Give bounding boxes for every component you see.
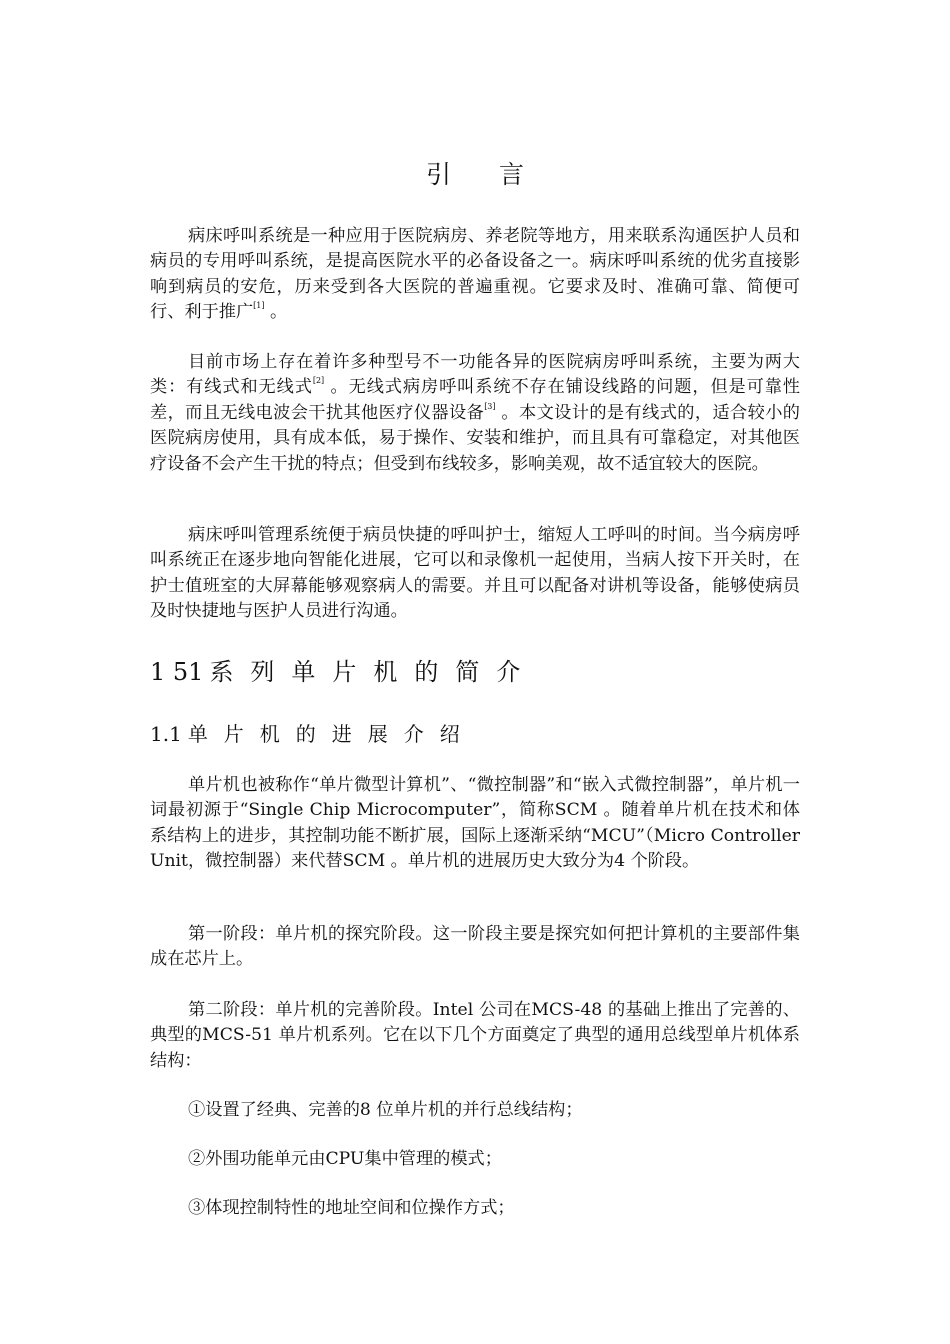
intro-paragraph-3: 病床呼叫管理系统便于病员快捷的呼叫护士，缩短人工呼叫的时间。当今病房呼叫系统正在逐步地向智能化进展，它可以和录像机一起使用，当病人按下开关时，在护士值班室的大屏幕能够观察病人的需要。并且可以配备对讲机等设备，能够使病员及时快捷地与医护人员进行沟通。 (150, 525, 800, 622)
body-paragraph-3: 第二阶段：单片机的完善阶段。Intel 公司在MCS-48 的基础上推出了完善的、典型的MCS-51 单片机系列。它在以下几个方面奠定了典型的通用总线型单片机体系结构： (150, 1000, 800, 1071)
intro-paragraph-2-c: 。本文设计的是有线式的，适合较小的医院病房使用，具有成本低，易于操作、安装和维护，而且具有可靠稳定，对其他医疗设备不会产生干扰的特点；但受到布线较多，影响美观，故不适宜较大的医院。 (150, 402, 800, 474)
section-heading-1 (150, 656, 537, 688)
subsection-title: 单片机的进展介绍 (187, 722, 476, 746)
citation-2: [2] (312, 376, 325, 386)
intro-paragraph-1-text: 病床呼叫系统是一种应用于医院病房、养老院等地方，用来联系沟通医护人员和病员的专用呼叫系统，是提高医院水平的必备设备之一。病床呼叫系统的优劣直接影响到病员的安危，历来受到各大医院的普遍重视。它要求及时、准确可靠、简便可行、利于推广 (150, 226, 800, 323)
section-number: 1 51 (150, 658, 204, 686)
subsection-heading-1-1 (150, 720, 476, 748)
section-title: 系列单片机的简介 (209, 658, 538, 686)
subsection-number: 1.1 (150, 722, 182, 746)
body-paragraph-2: 第一阶段：单片机的探究阶段。这一阶段主要是探究如何把计算机的主要部件集成在芯片上。 (150, 924, 800, 970)
intro-paragraph-2-a: 目前市场上存在着许多种型号不一功能各异的医院病房呼叫系统，主要为两大类：有线式和无线式 (150, 352, 800, 398)
intro-paragraph-1-end: 。 (264, 302, 288, 323)
intro-paragraph-2-b: 。无线式病房呼叫系统不存在铺设线路的问题，但是可靠性差，而且无线电波会干扰其他医疗仪器设备 (150, 377, 800, 423)
list-item-1: ①设置了经典、完善的8 位单片机的并行总线结构； (188, 1100, 583, 1120)
body-paragraph-1: 单片机也被称作“单片微型计算机”、“微控制器”和“嵌入式微控制器”，单片机一词最初源于“Single Chip Microcomputer”，简称SCM 。随着单片机在技术和体系结构上的进步，其控制功能不断扩展，国际上逐渐采纳“MCU”（Micro Controller Unit，微控制器）来代替SCM 。单片机的进展历史大致分为4 个阶段。 (150, 775, 800, 872)
intro-paragraph-2 (150, 350, 800, 477)
list-item-2: ②外围功能单元由CPU集中管理的模式； (188, 1149, 502, 1169)
list-item-3: ③体现控制特性的地址空间和位操作方式； (188, 1198, 515, 1218)
page-title: 引 言 (426, 160, 544, 189)
citation-3: [3] (484, 401, 496, 411)
citation-1: [1] (253, 301, 265, 311)
intro-paragraph-1 (150, 224, 800, 326)
